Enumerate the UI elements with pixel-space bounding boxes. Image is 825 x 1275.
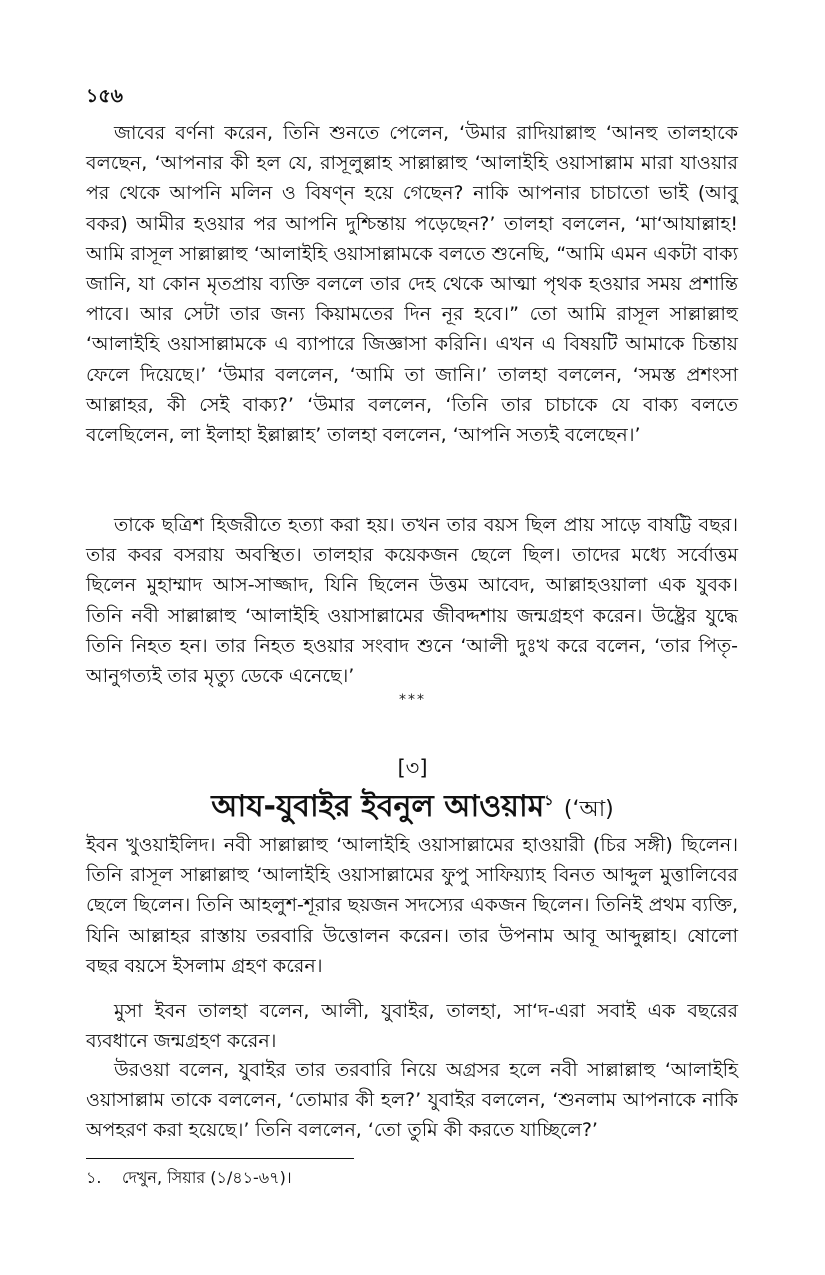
footnote-reference[interactable]: ১ <box>544 793 554 809</box>
paragraph-text: জাবের বর্ণনা করেন, তিনি শুনতে পেলেন, ‘উমার রাদিয়াল্লাহু ‘আনহু তালহাকে বলছেন, ‘আপনার কী হল যে, রাসূলুল্লাহ সাল্লাল্লাহু ‘আলাইহি ওয়াসাল্লাম মারা যাওয়ার পর থেকে আপনি মলিন ও বিষণ্ন হয়ে গেছেন? নাকি আপনার চাচাতো ভাই (আবু বকর) আমীর হওয়ার পর আপনি দুশ্চিন্তায় পড়েছেন?’ তালহা বললেন, ‘মা‘আযাল্লাহ! আমি রাসূল সাল্লাল্লাহু ‘আলাইহি ওয়াসাল্লামকে বলতে শুনেছি, “আমি এমন একটা বাক্য জানি, যা কোন মৃতপ্রায় ব্যক্তি বললে তার দেহ থেকে আত্মা পৃথক হওয়ার সময় প্রশান্তি পাবে। আর সেটা তার জন্য কিয়ামতের দিন নূর হবে।” তো আমি রাসূল সাল্লাল্লাহু ‘আলাইহি ওয়াসাল্লামকে এ ব্যাপারে জিজ্ঞাসা করিনি। এখন এ বিষয়টি আমাকে চিন্তায় ফেলে দিয়েছে।’ ‘উমার বললেন, ‘আমি তা জানি।’ তালহা বললেন, ‘সমস্ত প্রশংসা আল্লাহর, কী সেই বাক্য?’ ‘উমার বললেন, ‘তিনি তার চাচাকে যে বাক্য বলতে বলেছিলেন, লা ইলাহা ইল্লাল্লাহ’ তালহা বললেন, ‘আপনি সত্যই বলেছেন।’ <box>86 122 738 447</box>
paragraph-death-of-talha <box>86 510 738 691</box>
footnote <box>86 1165 292 1192</box>
paragraph-text: ইবন খুওয়াইলিদ। নবী সাল্লাল্লাহু ‘আলাইহি ওয়াসাল্লামের হাওয়ারী (চির সঙ্গী) ছিলেন। তিনি রাসূল সাল্লাল্লাহু ‘আলাইহি ওয়াসাল্লামের ফুপু সাফিয়্যাহ বিনত আব্দুল মুত্তালিবের ছেলে ছিলেন। তিনি আহলুশ-শূরার ছয়জন সদস্যের একজন ছিলেন। তিনিই প্রথম ব্যক্তি, যিনি আল্লাহর রাস্তায় তরবারি উত্তোলন করেন। তার উপনাম আবূ আব্দুল্লাহ। ষোলো বছর বয়সে ইসলাম গ্রহণ করেন। <box>86 834 738 977</box>
paragraph-urwa-narration <box>86 1055 738 1146</box>
footnote-marker: ১. <box>86 1168 102 1187</box>
chapter-honorific: (‘আ) <box>563 797 614 822</box>
footnote-text: দেখুন, সিয়ার (১/৪১-৬৭)। <box>122 1168 292 1187</box>
paragraph-zubair-intro <box>86 830 738 981</box>
chapter-number: [৩] <box>397 756 428 780</box>
paragraph-text: তাকে ছত্রিশ হিজরীতে হত্যা করা হয়। তখন তার বয়স ছিল প্রায় সাড়ে বাষট্টি বছর। তার কবর বসরায় অবস্থিত। তালহার কয়েকজন ছেলে ছিল। তাদের মধ্যে সর্বোত্তম ছিলেন মুহাম্মাদ আস-সাজ্জাদ, যিনি ছিলেন উত্তম আবেদ, আল্লাহওয়ালা এক যুবক। তিনি নবী সাল্লাল্লাহু ‘আলাইহি ওয়াসাল্লামের জীবদ্দশায় জন্মগ্রহণ করেন। উষ্ট্রের যুদ্ধে তিনি নিহত হন। তার নিহত হওয়ার সংবাদ শুনে ‘আলী দুঃখ করে বলেন, ‘তার পিতৃ-আনুগত্যই তার মৃত্যু ডেকে এনেছে।’ <box>86 514 738 688</box>
section-separator: *** <box>399 692 426 708</box>
chapter-title <box>0 782 825 833</box>
paragraph-text: মুসা ইবন তালহা বলেন, আলী, যুবাইর, তালহা, সা‘দ-এরা সবাই এক বছরের ব্যবধানে জন্মগ্রহণ করেন। <box>86 1000 738 1053</box>
paragraph-jaber-narration <box>86 118 738 450</box>
chapter-title-text: আয-যুবাইর ইবনুল আওয়াম <box>211 789 545 824</box>
footnote-divider <box>86 1158 354 1159</box>
page-number: ১৫৬ <box>86 85 124 107</box>
paragraph-musa-narration <box>86 996 738 1056</box>
paragraph-text: উরওয়া বলেন, যুবাইর তার তরবারি নিয়ে অগ্রসর হলে নবী সাল্লাল্লাহু ‘আলাইহি ওয়াসাল্লাম তাকে বললেন, ‘তোমার কী হল?’ যুবাইর বললেন, ‘শুনলাম আপনাকে নাকি অপহরণ করা হয়েছে।’ তিনি বললেন, ‘তো তুমি কী করতে যাচ্ছিলে?’ <box>86 1059 738 1142</box>
